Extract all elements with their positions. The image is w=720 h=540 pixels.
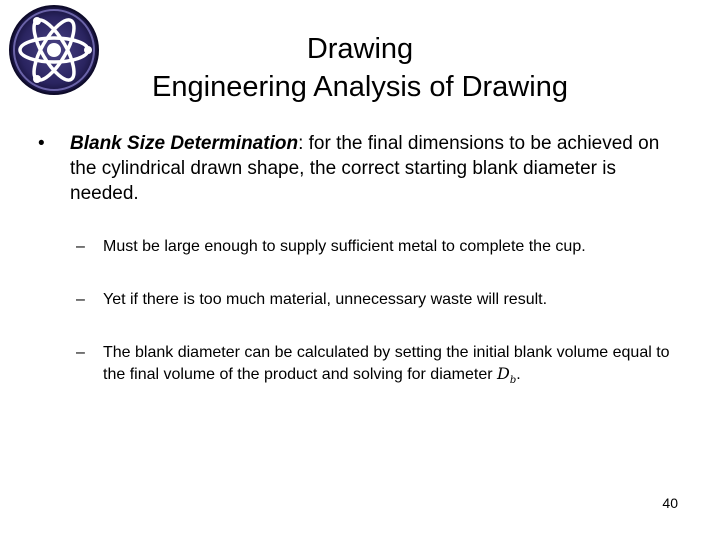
math-symbol-subscript: b [509, 375, 517, 387]
math-suffix: . [516, 366, 521, 383]
sub-bullet-text: Must be large enough to supply sufficient metal to complete the cup. [103, 238, 586, 255]
sub-bullet-marker: – [76, 238, 85, 255]
bullet-description: : for the final dimensions to be achieved on the cylindrical drawn shape, the correct starting blank diameter is needed. [70, 133, 660, 204]
sub-bullet-text [103, 342, 683, 391]
slide-title [100, 30, 620, 106]
sub-bullet-marker: – [76, 291, 85, 308]
bullet-term: Blank Size Determination [70, 133, 299, 154]
sub-bullet-marker: – [76, 344, 85, 361]
title-line-1: Drawing [306, 33, 414, 65]
page-number: 40 [662, 495, 678, 511]
math-symbol-base: D [497, 364, 510, 383]
bullet-text [70, 131, 670, 206]
sub-bullet-text: Yet if there is too much material, unnecessary waste will result. [103, 291, 548, 308]
title-line-2: Engineering Analysis of Drawing [152, 71, 568, 103]
math-symbol [497, 364, 517, 387]
sub-bullet-text-main: The blank diameter can be calculated by setting the initial blank volume equal to the final volume of the product and solving for diameter [103, 344, 670, 383]
bullet-marker: • [38, 133, 45, 154]
atom-icon [8, 4, 100, 96]
